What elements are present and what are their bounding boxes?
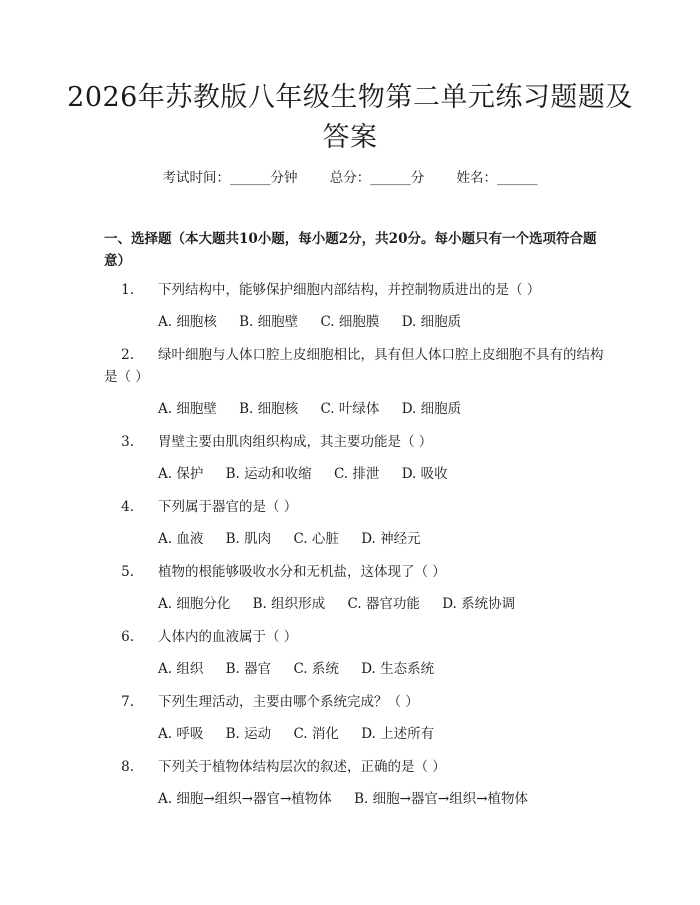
question-number: 1. bbox=[121, 282, 134, 298]
option-b: B. 肌肉 bbox=[225, 531, 272, 547]
student-name-label: 姓名：______ bbox=[456, 170, 538, 186]
option-b: B. 器官 bbox=[225, 661, 272, 677]
question-text: 人体内的血液属于（ ） bbox=[158, 629, 298, 645]
question-options bbox=[104, 398, 604, 420]
question-number: 4. bbox=[121, 499, 134, 515]
question-item bbox=[104, 691, 604, 713]
question-options bbox=[104, 723, 604, 745]
question-item bbox=[104, 756, 604, 778]
option-c: C. 系统 bbox=[293, 661, 339, 677]
option-a: A. 血液 bbox=[158, 531, 204, 547]
option-b: B. 运动和收缩 bbox=[225, 466, 312, 482]
question-number: 5. bbox=[121, 564, 134, 580]
document-title: 2026年苏教版八年级生物第二单元练习题题及答案 bbox=[67, 82, 633, 153]
option-d: D. 系统协调 bbox=[442, 596, 516, 612]
question-options bbox=[104, 658, 604, 680]
question-options bbox=[104, 463, 604, 485]
option-c: C. 叶绿体 bbox=[320, 401, 380, 417]
option-d: D. 生态系统 bbox=[361, 661, 435, 677]
question-item bbox=[104, 431, 604, 453]
option-a: A. 细胞→组织→器官→植物体 bbox=[158, 791, 332, 807]
option-d: D. 细胞质 bbox=[401, 401, 462, 417]
option-a: A. 细胞分化 bbox=[158, 596, 231, 612]
question-text: 下列生理活动，主要由哪个系统完成？（ ） bbox=[158, 694, 419, 710]
option-b: B. 组织形成 bbox=[252, 596, 326, 612]
question-text: 绿叶细胞与人体口腔上皮细胞相比，具有但人体口腔上皮细胞不具有的结构是（ ） bbox=[104, 347, 604, 385]
question-item bbox=[104, 344, 604, 388]
question-options bbox=[104, 528, 604, 550]
question-text: 植物的根能够吸收水分和无机盐，这体现了（ ） bbox=[158, 564, 446, 580]
question-options bbox=[104, 311, 604, 333]
question-item bbox=[104, 279, 604, 301]
exam-meta bbox=[0, 168, 700, 188]
option-c: C. 细胞膜 bbox=[320, 314, 380, 330]
exam-time-label: 考试时间：______分钟 bbox=[162, 170, 298, 186]
option-a: A. 细胞壁 bbox=[158, 401, 217, 417]
question-text: 下列结构中，能够保护细胞内部结构，并控制物质进出的是（ ） bbox=[158, 282, 541, 298]
option-b: B. 运动 bbox=[225, 726, 272, 742]
option-d: D. 细胞质 bbox=[401, 314, 462, 330]
question-number: 7. bbox=[121, 694, 134, 710]
option-c: C. 器官功能 bbox=[347, 596, 420, 612]
question-number: 3. bbox=[121, 434, 134, 450]
question-list bbox=[104, 279, 604, 821]
question-text: 下列属于器官的是（ ） bbox=[158, 499, 298, 515]
option-d: D. 上述所有 bbox=[361, 726, 435, 742]
question-item bbox=[104, 561, 604, 583]
option-b: B. 细胞核 bbox=[239, 401, 299, 417]
question-number: 6. bbox=[121, 629, 134, 645]
option-b: B. 细胞→器官→组织→植物体 bbox=[354, 791, 529, 807]
total-score-label: 总分：______分 bbox=[329, 170, 425, 186]
option-a: A. 呼吸 bbox=[158, 726, 204, 742]
option-c: C. 消化 bbox=[293, 726, 339, 742]
question-number: 8. bbox=[121, 759, 134, 775]
question-number: 2. bbox=[121, 347, 134, 363]
section-heading-choice: 一、选择题（本大题共10小题，每小题2分，共20分。每小题只有一个选项符合题意） bbox=[104, 231, 597, 269]
option-a: A. 组织 bbox=[158, 661, 204, 677]
question-text: 下列关于植物体结构层次的叙述，正确的是（ ） bbox=[158, 759, 446, 775]
option-b: B. 细胞壁 bbox=[239, 314, 299, 330]
question-item bbox=[104, 496, 604, 518]
question-options bbox=[104, 788, 604, 810]
option-a: A. 细胞核 bbox=[158, 314, 217, 330]
question-item bbox=[104, 626, 604, 648]
option-d: D. 神经元 bbox=[361, 531, 421, 547]
option-c: C. 排泄 bbox=[333, 466, 380, 482]
question-options bbox=[104, 593, 604, 615]
option-d: D. 吸收 bbox=[401, 466, 448, 482]
option-c: C. 心脏 bbox=[293, 531, 339, 547]
question-text: 胃壁主要由肌肉组织构成，其主要功能是（ ） bbox=[158, 434, 433, 450]
option-a: A. 保护 bbox=[158, 466, 204, 482]
